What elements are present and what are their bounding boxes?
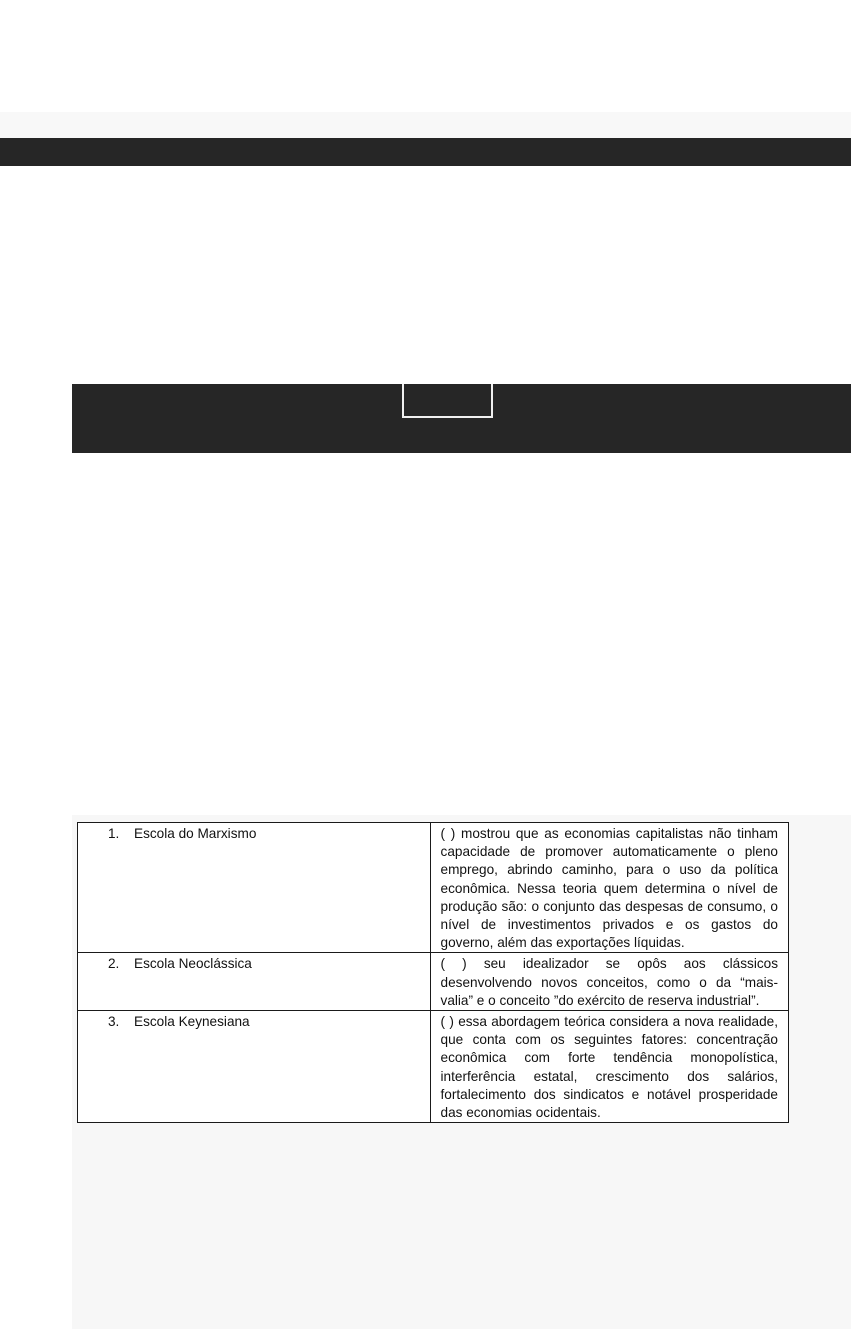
description-cell	[430, 1011, 788, 1123]
dark-banner	[72, 384, 851, 453]
banner-tab-box	[402, 384, 493, 418]
school-cell	[78, 823, 431, 953]
table-row	[78, 953, 789, 1011]
school-name: Escola Neoclássica	[134, 956, 252, 972]
school-number: 2.	[108, 956, 120, 972]
school-number: 3.	[108, 1014, 120, 1030]
school-cell	[78, 1011, 431, 1123]
table-row	[78, 1011, 789, 1123]
schools-matching-table	[77, 822, 789, 1123]
school-cell	[78, 953, 431, 1011]
school-description: ( ) essa abordagem teórica considera a nova realidade, que conta com os seguintes fatores: concentração econômica com forte tendência monopolística, interferência estatal, crescimento dos salários, fortalecimento dos sindicatos e notável prosperidade das economias ocidentais.	[440, 1014, 778, 1121]
school-description: ( ) seu idealizador se opôs aos clássicos desenvolvendo novos conceitos, como o da “mais-valia” e o conceito ”do exército de reserva industrial”.	[440, 956, 778, 1008]
description-cell	[430, 823, 788, 953]
school-name: Escola do Marxismo	[134, 826, 257, 841]
top-dark-bar	[0, 138, 851, 166]
document-panel	[72, 815, 851, 1329]
school-name: Escola Keynesiana	[134, 1014, 250, 1030]
school-number: 1.	[108, 826, 120, 841]
table-row	[78, 823, 789, 953]
description-cell	[430, 953, 788, 1011]
school-description: ( ) mostrou que as economias capitalistas não tinham capacidade de promover automaticamente o pleno emprego, abrindo caminho, para o uso da política econômica. Nessa teoria quem determina o nível de produção são: o conjunto das despesas de consumo, o nível de investimentos privados e os gastos do governo, além das exportações líquidas.	[440, 826, 778, 951]
top-header-strip	[0, 112, 851, 138]
